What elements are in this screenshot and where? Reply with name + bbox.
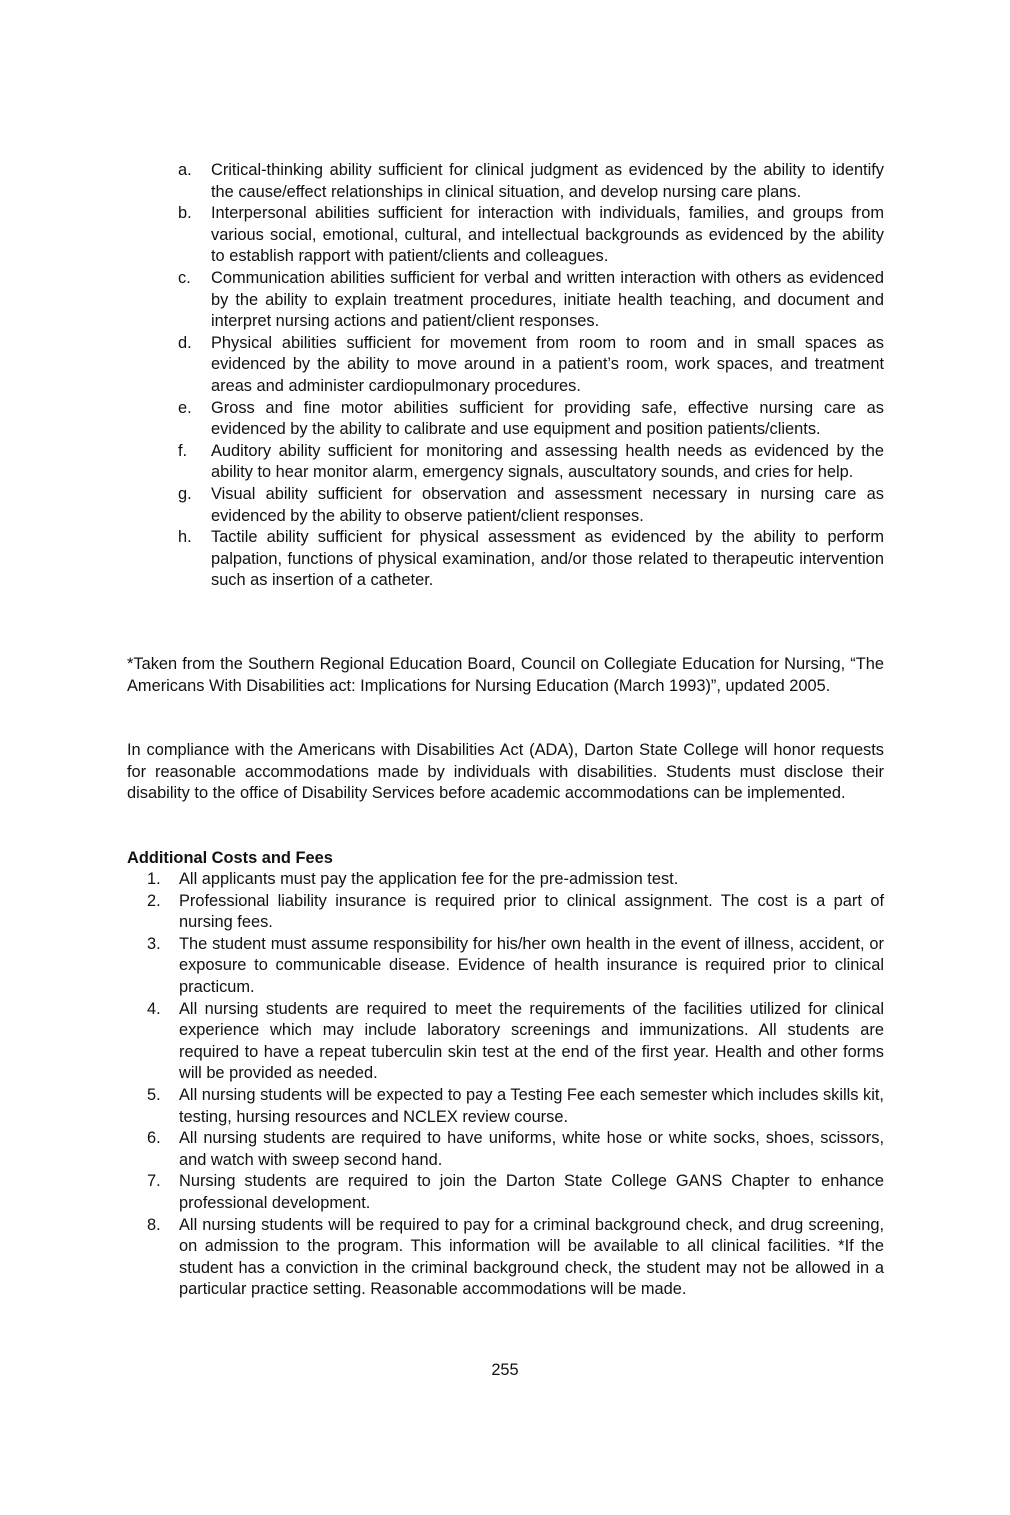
list-item-text: All nursing students will be expected to pay a Testing Fee each semester which includes skills kit, testing, hursing resources and NCLEX review course. [179, 1085, 884, 1126]
list-item [178, 203, 884, 268]
list-item-text: All nursing students are required to meet the requirements of the facilities utilized for clinical experience which may include laboratory screenings and immunizations. All students are required to have a repeat tuberculin skin test at the end of the first year. Health and other forms will be provided as needed. [179, 999, 884, 1083]
list-marker: b. [178, 204, 192, 223]
list-item-text: Auditory ability sufficient for monitoring and assessing health needs as evidenced by the ability to hear monitor alarm, emergency signals, auscultatory sounds, and cries for help. [211, 441, 884, 482]
list-item-text: Tactile ability sufficient for physical assessment as evidenced by the ability to perform palpation, functions of physical examination, and/or those related to therapeutic intervention such as insertion of a catheter. [211, 528, 884, 590]
list-marker: e. [178, 398, 192, 417]
list-item-text: Gross and fine motor abilities sufficient for providing safe, effective nursing care as evidenced by the ability to calibrate and use equipment and position patients/clients. [211, 398, 884, 439]
list-item [178, 441, 884, 484]
list-item [178, 333, 884, 398]
list-item [178, 268, 884, 333]
list-item [178, 160, 884, 203]
list-item [178, 527, 884, 592]
list-item-text: All nursing students are required to have uniforms, white hose or white socks, shoes, scissors, and watch with sweep second hand. [179, 1129, 884, 1169]
list-marker: f. [178, 441, 188, 460]
list-marker: c. [178, 268, 191, 287]
list-marker: a. [178, 161, 192, 179]
list-marker: 2. [147, 891, 161, 910]
list-marker: g. [178, 484, 192, 503]
list-item-text: All nursing students will be required to pay for a criminal background check, and drug screening, on admission to the program. This information will be available to all clinical facilities. *If the student has a conviction in the criminal background check, the student may not be allowed in a particular practice setting. Reasonable accommodations will be made. [179, 1215, 884, 1299]
list-item-text: Critical-thinking ability sufficient for clinical judgment as evidenced by the ability to identify the cause/effect relationships in clinical situation, and develop nursing care plans. [211, 161, 884, 201]
list-item [178, 398, 884, 441]
list-marker: 5. [147, 1085, 161, 1104]
list-marker: d. [178, 333, 192, 352]
list-item-text: Professional liability insurance is required prior to clinical assignment. The cost is a part of nursing fees. [179, 891, 884, 932]
page-number: 255 [491, 1361, 519, 1379]
source-note: *Taken from the Southern Regional Education Board, Council on Collegiate Education for Nursing, “The Americans With Disabilities act: Implications for Nursing Education (March 1993)”, updated 2005. [127, 655, 884, 695]
costs-fees-list [147, 869, 884, 1301]
list-item [147, 891, 884, 934]
list-item [147, 934, 884, 999]
list-item-text: Visual ability sufficient for observation and assessment necessary in nursing care as evidenced by the ability to observe patient/client responses. [211, 484, 884, 525]
list-item [147, 869, 884, 891]
list-marker: 7. [147, 1172, 161, 1191]
list-marker: 4. [147, 999, 161, 1018]
list-item-text: Nursing students are required to join the Darton State College GANS Chapter to enhance professional development. [179, 1172, 884, 1212]
list-item-text: All applicants must pay the application fee for the pre-admission test. [179, 870, 679, 888]
list-marker: 3. [147, 934, 161, 953]
list-item [147, 999, 884, 1085]
list-item [147, 1215, 884, 1301]
list-item [147, 1085, 884, 1128]
list-marker: 6. [147, 1129, 161, 1148]
list-item [178, 484, 884, 527]
list-item [147, 1171, 884, 1214]
list-item-text: Communication abilities sufficient for verbal and written interaction with others as evidenced by the ability to explain treatment procedures, initiate health teaching, and document and interpret nursing actions and patient/client responses. [211, 268, 884, 331]
list-marker: 8. [147, 1215, 161, 1234]
list-marker: h. [178, 528, 192, 547]
section-heading: Additional Costs and Fees [127, 849, 333, 867]
technical-standards-list [178, 160, 884, 592]
ada-compliance-paragraph: In compliance with the Americans with Disabilities Act (ADA), Darton State College will honor requests for reasonable accommodations made by individuals with disabilities. Students must disclose their disability to the office of Disability Services before academic accommodations can be implemented. [127, 741, 884, 803]
list-item-text: Physical abilities sufficient for movement from room to room and in small spaces as evidenced by the ability to move around in a patient’s room, work spaces, and treatment areas and administer cardiopulmonary procedures. [211, 333, 884, 395]
list-marker: 1. [147, 870, 161, 888]
list-item [147, 1128, 884, 1171]
list-item-text: The student must assume responsibility for his/her own health in the event of illness, accident, or exposure to communicable disease. Evidence of health insurance is required prior to clinical practicum. [179, 934, 884, 996]
list-item-text: Interpersonal abilities sufficient for interaction with individuals, families, and groups from various social, emotional, cultural, and intellectual backgrounds as evidenced by the ability to establish rapport with patient/clients and colleagues. [211, 204, 884, 266]
